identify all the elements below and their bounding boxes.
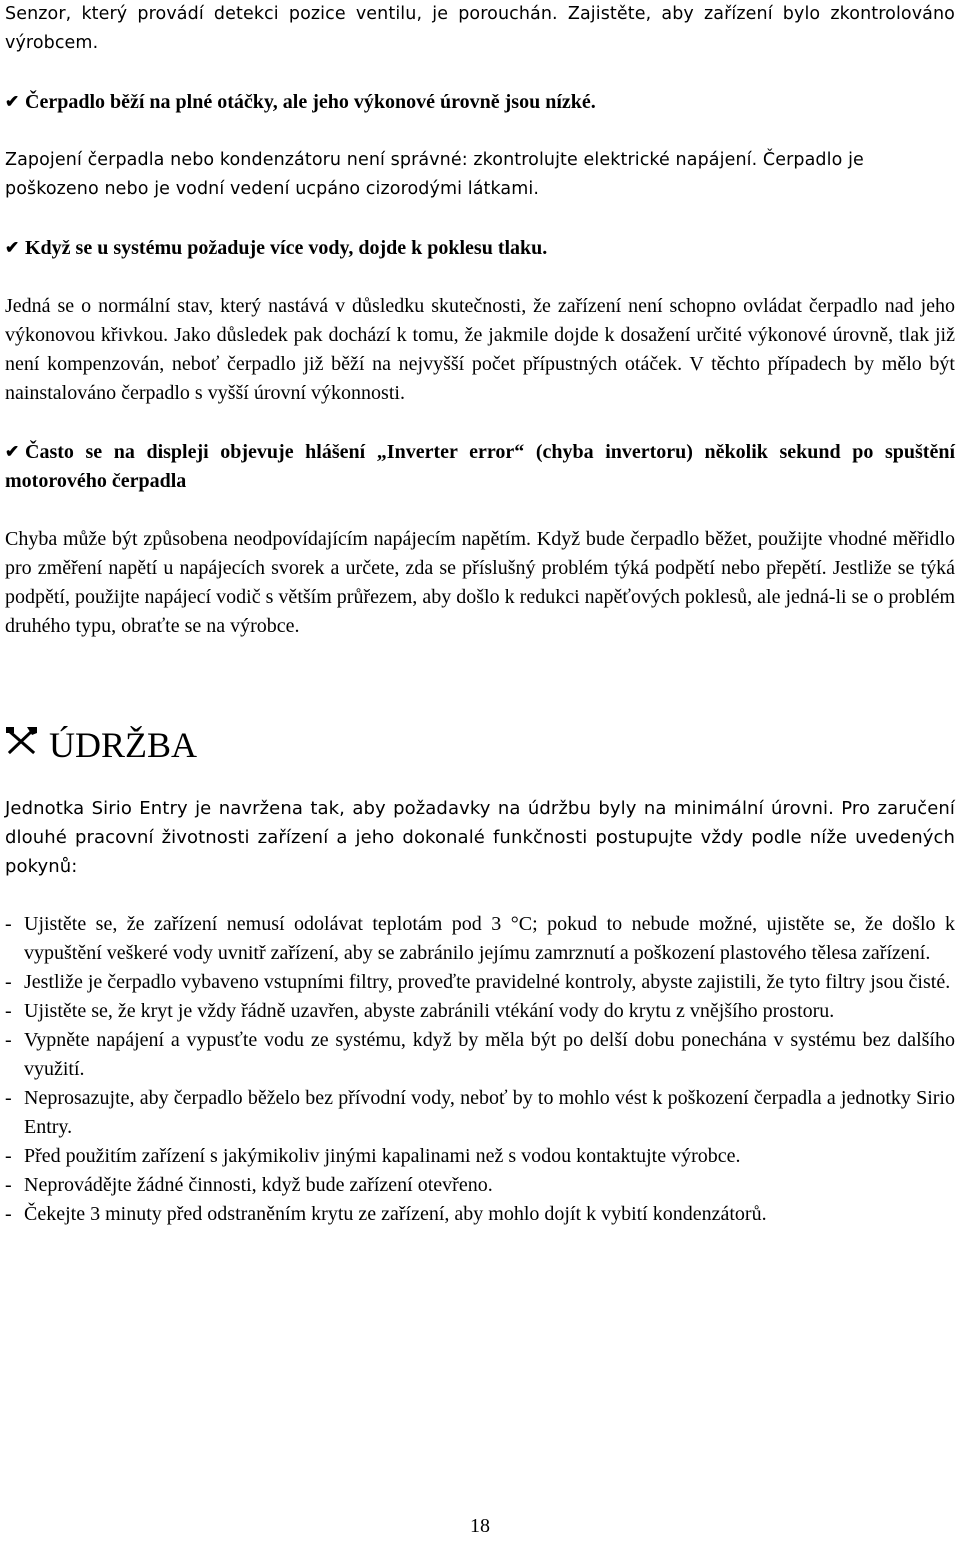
heading-inverter-error xyxy=(5,437,955,496)
list-item: - Neprosazujte, aby čerpadlo běželo bez přívodní vody, neboť by to mohlo vést k poškození čerpadla a jednotky Sirio Entry. xyxy=(5,1087,955,1138)
section-title-maintenance xyxy=(5,725,955,765)
paragraph-voltage: Chyba může být způsobena neodpovídajícím napájecím napětím. Když bude čerpadlo běžet, použijte vhodné měřidlo pro změření napětí u napájecích svorek a určete, zda se příslušný problém týká podpětí nebo přepětí. Jestliže se týká podpětí, použijte napájecí vodič s větším průřezem, aby došlo k redukci napěťových poklesů, ale jedná-li se o problém druhého typu, obraťte se na výrobce. xyxy=(5,528,955,637)
heading-text: Čerpadlo běží na plné otáčky, ale jeho výkonové úrovně jsou nízké. xyxy=(25,91,596,113)
page-number: 18 xyxy=(470,1515,490,1537)
paragraph-normal-state: Jedná se o normální stav, který nastává v důsledku skutečnosti, že zařízení není schopno ovládat čerpadlo nad jeho výkonovou křivkou. Jako důsledek pak dochází k tomu, že jakmile dojde k dosažení určité výkonové úrovně, tlak již není kompenzován, neboť čerpadlo již běží na nejvyšší počet přípustných otáček. V těchto případech by mělo být nainstalováno čerpadlo s vyšší úrovní výkonnosti. xyxy=(5,295,955,404)
list-item: - Čekejte 3 minuty před odstraněním krytu ze zařízení, aby mohlo dojít k vybití kondenzátorů. xyxy=(5,1203,767,1225)
heading-text: Často se na displeji objevuje hlášení „Inverter error“ (chyba invertoru) několik sekund po spuštění motorového čerpadla xyxy=(5,441,955,492)
heading-full-speed-low-power xyxy=(5,87,955,117)
list-item: - Vypněte napájení a vypusťte vodu ze systému, když by měla být po delší dobu ponechána v systému bez dalšího využití. xyxy=(5,1029,955,1080)
heading-text: Když se u systému požaduje více vody, dojde k poklesu tlaku. xyxy=(25,237,548,259)
maintenance-list xyxy=(5,910,955,1229)
list-item: - Ujistěte se, že kryt je vždy řádně uzavřen, abyste zabránili vtékání vody do krytu z vnějšího prostoru. xyxy=(5,1000,835,1022)
heading-pressure-drop xyxy=(5,233,955,263)
checkmark-icon: ✔ xyxy=(5,442,20,461)
document-page xyxy=(5,0,955,1229)
list-item: - Neprovádějte žádné činnosti, když bude zařízení otevřeno. xyxy=(5,1174,493,1196)
list-item: - Jestliže je čerpadlo vybaveno vstupními filtry, proveďte pravidelné kontroly, abyste zajistili, že tyto filtry jsou čisté. xyxy=(5,971,951,993)
checkmark-icon: ✔ xyxy=(5,238,20,257)
tools-icon xyxy=(5,725,49,766)
checkmark-icon: ✔ xyxy=(5,92,20,111)
paragraph-sensor: Senzor, který provádí detekci pozice ventilu, je porouchán. Zajistěte, aby zařízení bylo zkontrolováno výrobcem. xyxy=(5,4,955,53)
section-title-text: ÚDRŽBA xyxy=(49,725,198,765)
list-item: - Ujistěte se, že zařízení nemusí odolávat teplotám pod 3 °C; pokud to nebude možné, ujistěte se, že došlo k vypuštění veškeré vody uvnitř zařízení, aby se zabránilo jejímu zamrznutí a poškození plastového tělesa zařízení. xyxy=(5,913,955,964)
paragraph-maintenance-intro: Jednotka Sirio Entry je navržena tak, aby požadavky na údržbu byly na minimální úrovni. Pro zaručení dlouhé pracovní životnosti zařízení a jeho dokonalé funkčnosti postupujte vždy podle níže uvedených pokynů: xyxy=(5,798,955,877)
list-item: - Před použitím zařízení s jakýmikoliv jinými kapalinami než s vodou kontaktujte výrobce. xyxy=(5,1145,741,1167)
paragraph-wiring: Zapojení čerpadla nebo kondenzátoru není správné: zkontrolujte elektrické napájení. Čerpadlo je poškozeno nebo je vodní vedení ucpáno cizorodými látkami. xyxy=(5,150,864,199)
